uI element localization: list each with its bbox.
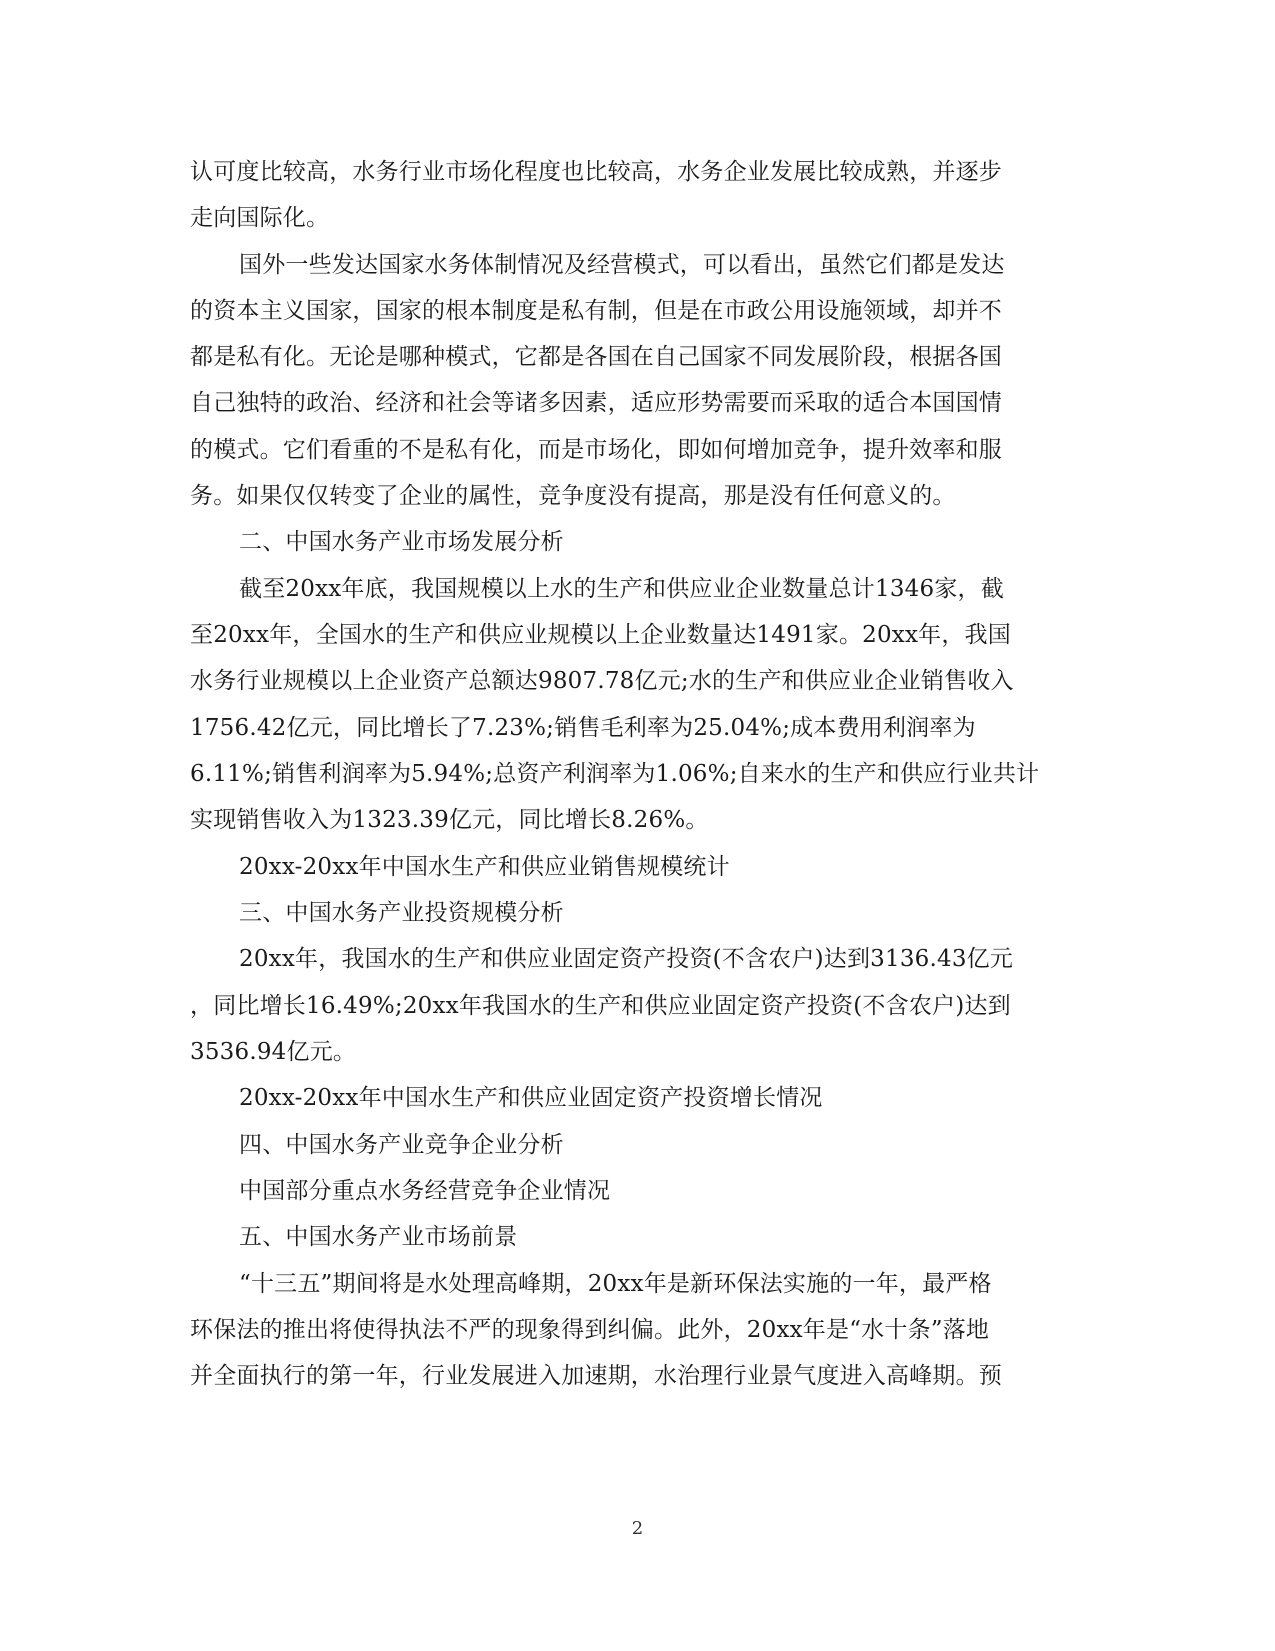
text-line: 并全面执行的第一年，行业发展进入加速期，水治理行业景气度进入高峰期。预 — [190, 1363, 1002, 1389]
paragraph-start: “十三五”期间将是水处理高峰期，20xx年是新环保法实施的一年，最严格 — [239, 1271, 992, 1297]
figure-caption: 20xx-20xx年中国水生产和供应业固定资产投资增长情况 — [239, 1085, 823, 1111]
paragraph-start: 国外一些发达国家水务体制情况及经营模式，可以看出，虽然它们都是发达 — [239, 252, 1005, 278]
figure-caption: 20xx-20xx年中国水生产和供应业销售规模统计 — [239, 854, 730, 880]
page-number: 2 — [631, 1518, 644, 1539]
text-line: 务。如果仅仅转变了企业的属性，竞争度没有提高，那是没有任何意义的。 — [190, 483, 956, 509]
text-line: 至20xx年，全国水的生产和供应业规模以上企业数量达1491家。20xx年，我国 — [190, 622, 1011, 648]
text-line: ，同比增长16.49%;20xx年我国水的生产和供应业固定资产投资(不含农户)达到 — [190, 993, 1011, 1019]
text-line: 认可度比较高，水务行业市场化程度也比较高，水务企业发展比较成熟，并逐步 — [190, 159, 1002, 185]
text-line: 1756.42亿元，同比增长了7.23%;销售毛利率为25.04%;成本费用利润率为 — [190, 715, 976, 741]
section-heading: 二、中国水务产业市场发展分析 — [239, 529, 564, 555]
text-line: 6.11%;销售利润率为5.94%;总资产利润率为1.06%;自来水的生产和供应行业共计 — [190, 761, 1040, 787]
text-line: 自己独特的政治、经济和社会等诸多因素，适应形势需要而采取的适合本国国情 — [190, 390, 1002, 416]
text-line: 都是私有化。无论是哪种模式，它都是各国在自己国家不同发展阶段，根据各国 — [190, 344, 1002, 370]
text-line: 3536.94亿元。 — [190, 1039, 357, 1065]
paragraph-start: 20xx年，我国水的生产和供应业固定资产投资(不含农户)达到3136.43亿元 — [239, 946, 1014, 972]
section-heading: 四、中国水务产业竞争企业分析 — [239, 1132, 564, 1158]
text-line: 走向国际化。 — [190, 205, 330, 231]
text-line: 水务行业规模以上企业资产总额达9807.78亿元;水的生产和供应业企业销售收入 — [190, 668, 1014, 694]
table-caption: 中国部分重点水务经营竞争企业情况 — [239, 1178, 611, 1204]
section-heading: 三、中国水务产业投资规模分析 — [239, 900, 564, 926]
text-line: 的资本主义国家，国家的根本制度是私有制，但是在市政公用设施领域，却并不 — [190, 298, 1002, 324]
text-line: 的模式。它们看重的不是私有化，而是市场化，即如何增加竞争，提升效率和服 — [190, 437, 1002, 463]
paragraph-start: 截至20xx年底，我国规模以上水的生产和供应业企业数量总计1346家，截 — [239, 576, 1004, 602]
text-line: 实现销售收入为1323.39亿元，同比增长8.26%。 — [190, 807, 709, 833]
text-line: 环保法的推出将使得执法不严的现象得到纠偏。此外，20xx年是“水十条”落地 — [190, 1317, 990, 1343]
section-heading: 五、中国水务产业市场前景 — [239, 1224, 518, 1250]
